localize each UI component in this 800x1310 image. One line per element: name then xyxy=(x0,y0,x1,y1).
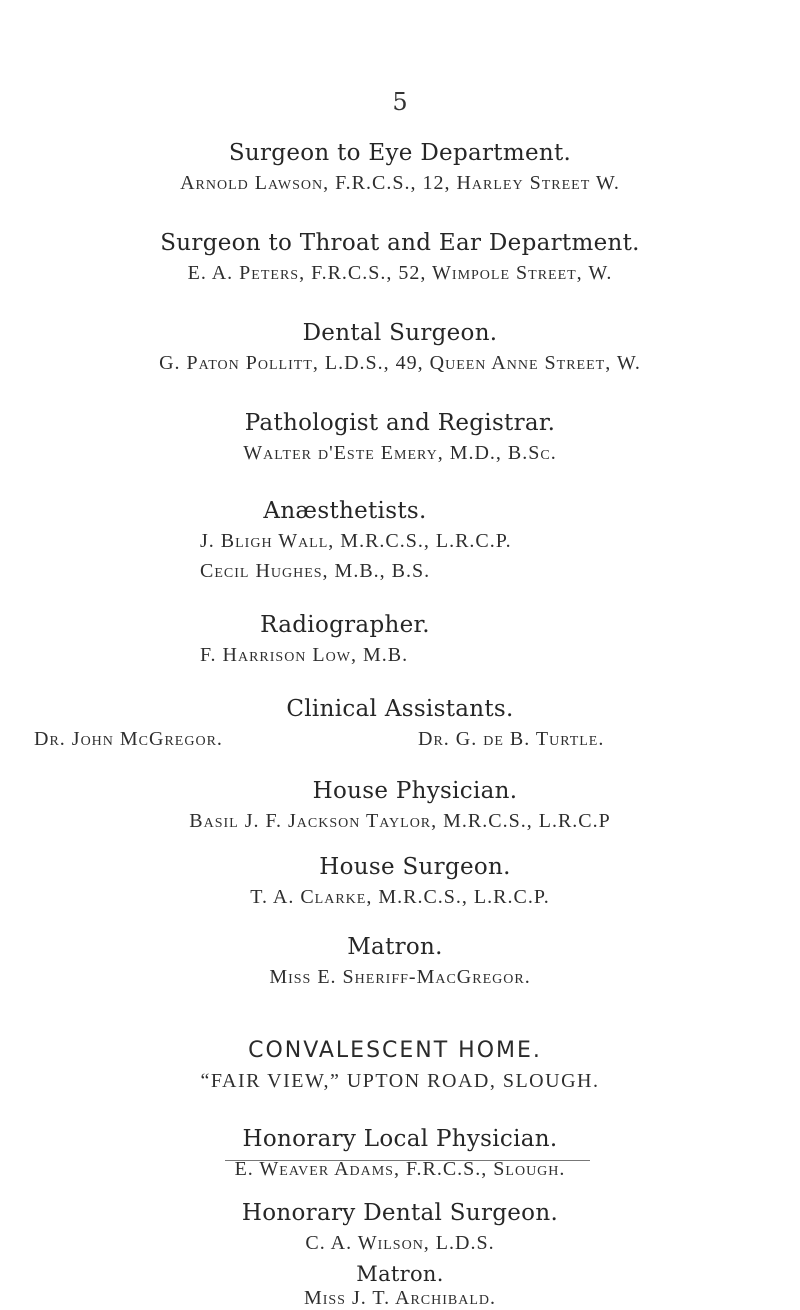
staff-name: E. Weaver Adams, F.R.C.S., Slough. xyxy=(234,1158,566,1180)
staff-title: Honorary Dental Surgeon. xyxy=(241,1200,559,1226)
staff-entry-clinical-assistants xyxy=(0,694,800,754)
staff-entry-anaesthetists xyxy=(0,496,800,586)
convalescent-home-title: CONVALESCENT HOME. xyxy=(248,1038,542,1063)
staff-title: Surgeon to Eye Department. xyxy=(228,140,572,166)
staff-name: J. Bligh Wall, M.R.C.S., L.R.C.P. xyxy=(200,530,512,552)
staff-name: F. Harrison Low, M.B. xyxy=(200,644,409,666)
staff-title: Matron. xyxy=(356,1262,444,1286)
convalescent-home-header xyxy=(0,1036,800,1096)
staff-name: Miss J. T. Archibald. xyxy=(303,1287,497,1309)
staff-entry-throat-ear-surgeon xyxy=(0,228,800,288)
staff-title: Pathologist and Registrar. xyxy=(244,410,556,436)
staff-entry-convalescent-matron xyxy=(0,1262,800,1310)
staff-name: Walter d'Este Emery, M.D., B.Sc. xyxy=(243,442,557,464)
convalescent-home-address: “FAIR VIEW,” UPTON ROAD, SLOUGH. xyxy=(200,1070,600,1092)
staff-entry-eye-surgeon xyxy=(0,138,800,198)
staff-name: Dr. John McGregor. xyxy=(34,728,223,750)
staff-title: Matron. xyxy=(347,934,443,960)
staff-title: Honorary Local Physician. xyxy=(242,1126,558,1152)
staff-name: Cecil Hughes, M.B., B.S. xyxy=(200,560,431,582)
staff-entry-dental-surgeon xyxy=(0,318,800,378)
staff-title: Clinical Assistants. xyxy=(286,696,514,722)
staff-name: Miss E. Sheriff-MacGregor. xyxy=(269,966,531,988)
clinical-assistant-names xyxy=(0,724,800,754)
staff-entry-honorary-dental-surgeon xyxy=(0,1198,800,1258)
staff-entry-house-physician xyxy=(0,776,800,836)
staff-entry-pathologist xyxy=(0,408,800,468)
staff-name: E. A. Peters, F.R.C.S., 52, Wimpole Street, W. xyxy=(187,262,613,284)
staff-title: Radiographer. xyxy=(260,612,430,638)
staff-name: Dr. G. de B. Turtle. xyxy=(418,728,605,750)
staff-title: Surgeon to Throat and Ear Department. xyxy=(160,230,640,256)
staff-entry-house-surgeon xyxy=(0,852,800,912)
staff-title: Dental Surgeon. xyxy=(302,320,498,346)
staff-name: T. A. Clarke, M.R.C.S., L.R.C.P. xyxy=(250,886,550,908)
staff-entry-local-physician xyxy=(0,1124,800,1184)
staff-title: Anæsthetists. xyxy=(263,498,427,524)
staff-name: C. A. Wilson, L.D.S. xyxy=(305,1232,495,1254)
staff-title: House Physician. xyxy=(312,778,518,804)
staff-entry-matron xyxy=(0,932,800,992)
staff-entry-radiographer xyxy=(0,610,800,670)
staff-name: G. Paton Pollitt, L.D.S., 49, Queen Anne Street, W. xyxy=(159,352,641,374)
page-number: 5 xyxy=(392,88,408,116)
staff-name: Basil J. F. Jackson Taylor, M.R.C.S., L.R.C.P xyxy=(189,810,611,832)
staff-title: House Surgeon. xyxy=(319,854,511,880)
staff-name: Arnold Lawson, F.R.C.S., 12, Harley Street W. xyxy=(180,172,620,194)
